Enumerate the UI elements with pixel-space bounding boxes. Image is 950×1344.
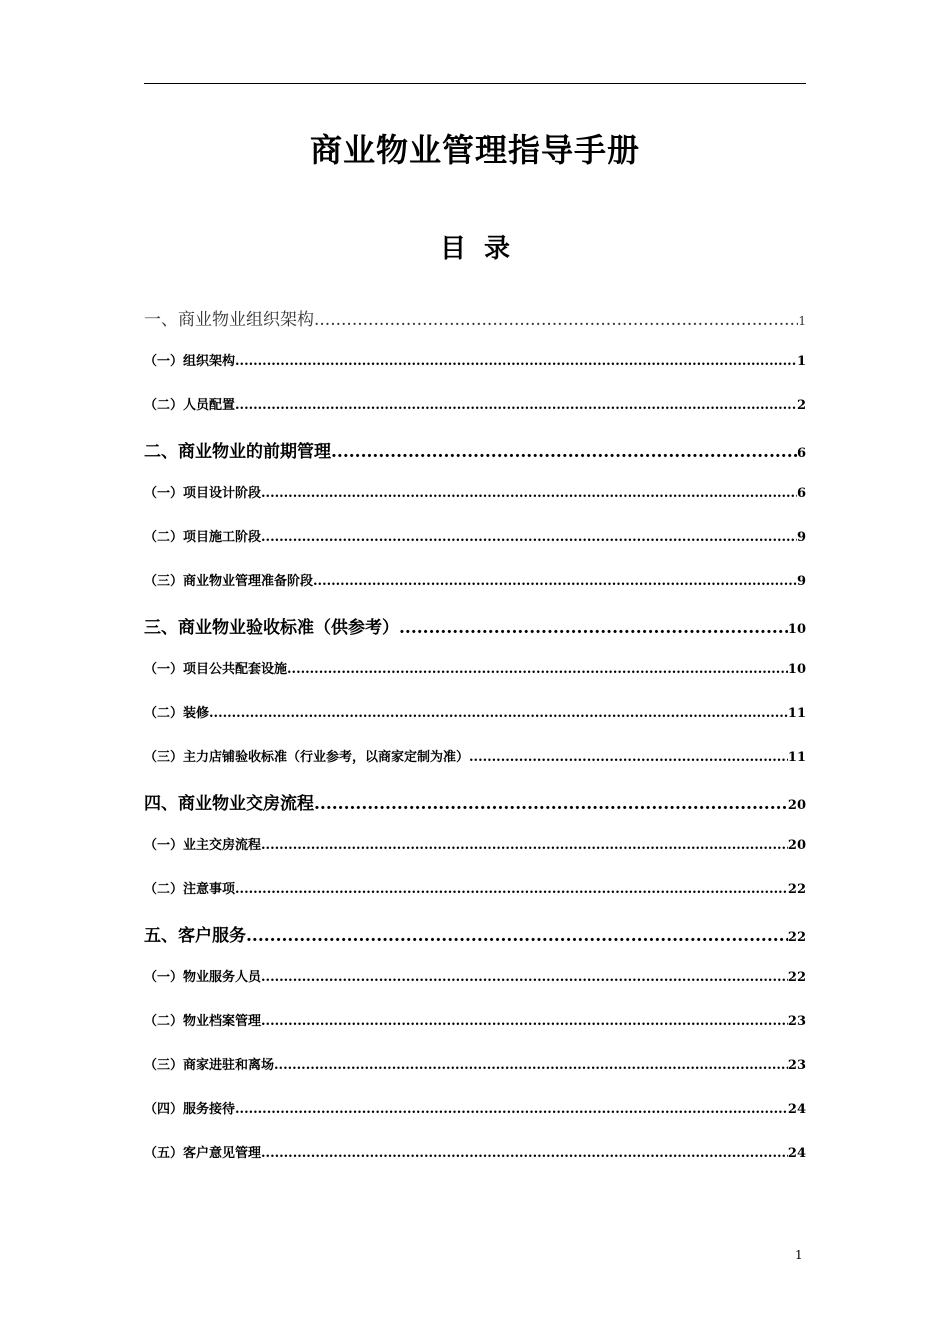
- toc-section-entry[interactable]: [144, 868, 806, 912]
- toc-entry-page: 11: [787, 750, 806, 765]
- toc-section-entry[interactable]: [144, 736, 806, 780]
- toc-dot-leader: [314, 300, 798, 340]
- toc-section-entry[interactable]: [144, 692, 806, 736]
- toc-dot-leader: [235, 340, 797, 384]
- toc-section-entry[interactable]: [144, 1088, 806, 1132]
- toc-dot-leader: [274, 1044, 788, 1088]
- toc-dot-leader: [261, 824, 788, 868]
- toc-entry-page: 9: [796, 574, 806, 589]
- toc-entry-page: 2: [796, 398, 806, 413]
- toc-section-entry[interactable]: [144, 1132, 806, 1176]
- toc-entry-page: 24: [787, 1102, 806, 1117]
- toc-dot-leader: [261, 956, 788, 1000]
- toc-entry-label: （一）业主交房流程: [144, 838, 262, 853]
- toc-dot-leader: [314, 784, 788, 824]
- toc-chapter-entry[interactable]: [144, 916, 806, 956]
- toc-entry-label: 二、商业物业的前期管理: [144, 442, 331, 462]
- toc-entry-label: （二）注意事项: [144, 882, 236, 897]
- toc-section-entry[interactable]: [144, 1044, 806, 1088]
- toc-entry-page: 10: [787, 622, 806, 637]
- toc-section-entry[interactable]: [144, 340, 806, 384]
- toc-entry-page: 20: [787, 838, 806, 853]
- header-rule: [144, 83, 806, 84]
- toc-chapter-entry[interactable]: [144, 784, 806, 824]
- toc-entry-label: 一、商业物业组织架构: [144, 310, 314, 330]
- toc-dot-leader: [399, 608, 788, 648]
- toc-dot-leader: [235, 384, 797, 428]
- toc-section-entry[interactable]: [144, 472, 806, 516]
- toc-dot-leader: [246, 916, 788, 956]
- page-number: 1: [795, 1248, 803, 1262]
- toc-dot-leader: [235, 1088, 788, 1132]
- toc-dot-leader: [209, 692, 788, 736]
- toc-section-entry[interactable]: [144, 648, 806, 692]
- toc-entry-label: （三）商业物业管理准备阶段: [144, 574, 314, 589]
- toc-entry-label: （二）物业档案管理: [144, 1014, 262, 1029]
- toc-entry-page: 11: [787, 706, 806, 721]
- toc-entry-page: 24: [787, 1146, 806, 1161]
- toc-entry-page: 6: [796, 486, 806, 501]
- toc-entry-label: 五、客户服务: [144, 926, 246, 946]
- toc-entry-page: 6: [796, 446, 806, 461]
- toc-section-entry[interactable]: [144, 956, 806, 1000]
- toc-dot-leader: [261, 1132, 788, 1176]
- toc-dot-leader: [331, 432, 797, 472]
- toc-entry-page: 1: [796, 354, 806, 369]
- toc-heading: 目 录: [439, 234, 511, 264]
- toc-entry-label: （二）人员配置: [144, 398, 236, 413]
- toc-entry-label: （二）装修: [144, 706, 210, 721]
- document-title: 商业物业管理指导手册: [309, 131, 640, 169]
- toc-entry-page: 1: [798, 314, 806, 328]
- toc-entry-page: 22: [787, 930, 806, 945]
- toc-section-entry[interactable]: [144, 384, 806, 428]
- toc-entry-page: 9: [796, 530, 806, 545]
- toc-entry-page: 22: [787, 970, 806, 985]
- toc-entry-label: （二）项目施工阶段: [144, 530, 262, 545]
- toc-entry-page: 23: [787, 1058, 806, 1073]
- toc-dot-leader: [313, 560, 797, 604]
- toc-dot-leader: [235, 868, 788, 912]
- toc-chapter-entry[interactable]: [144, 432, 806, 472]
- toc-entry-page: 20: [787, 798, 806, 813]
- toc-entry-label: 三、商业物业验收标准（供参考）: [144, 618, 399, 638]
- toc-entry-label: （五）客户意见管理: [144, 1146, 262, 1161]
- toc-section-entry[interactable]: [144, 516, 806, 560]
- toc-dot-leader: [287, 648, 788, 692]
- table-of-contents: [144, 296, 806, 1176]
- toc-dot-leader: [261, 516, 797, 560]
- toc-entry-label: （三）商家进驻和离场: [144, 1058, 275, 1073]
- toc-section-entry[interactable]: [144, 1000, 806, 1044]
- toc-entry-label: （三）主力店铺验收标准（行业参考，以商家定制为准）: [144, 750, 470, 765]
- toc-dot-leader: [261, 472, 797, 516]
- toc-section-entry[interactable]: [144, 560, 806, 604]
- toc-chapter-entry[interactable]: [144, 300, 806, 340]
- toc-entry-page: 23: [787, 1014, 806, 1029]
- toc-section-entry[interactable]: [144, 824, 806, 868]
- toc-entry-label: （一）项目公共配套设施: [144, 662, 288, 677]
- toc-entry-page: 10: [787, 662, 806, 677]
- toc-entry-label: 四、商业物业交房流程: [144, 794, 314, 814]
- toc-entry-page: 22: [787, 882, 806, 897]
- toc-entry-label: （一）组织架构: [144, 354, 236, 369]
- toc-dot-leader: [261, 1000, 788, 1044]
- toc-chapter-entry[interactable]: [144, 608, 806, 648]
- toc-entry-label: （一）物业服务人员: [144, 970, 262, 985]
- toc-entry-label: （一）项目设计阶段: [144, 486, 262, 501]
- toc-dot-leader: [469, 736, 788, 780]
- toc-entry-label: （四）服务接待: [144, 1102, 236, 1117]
